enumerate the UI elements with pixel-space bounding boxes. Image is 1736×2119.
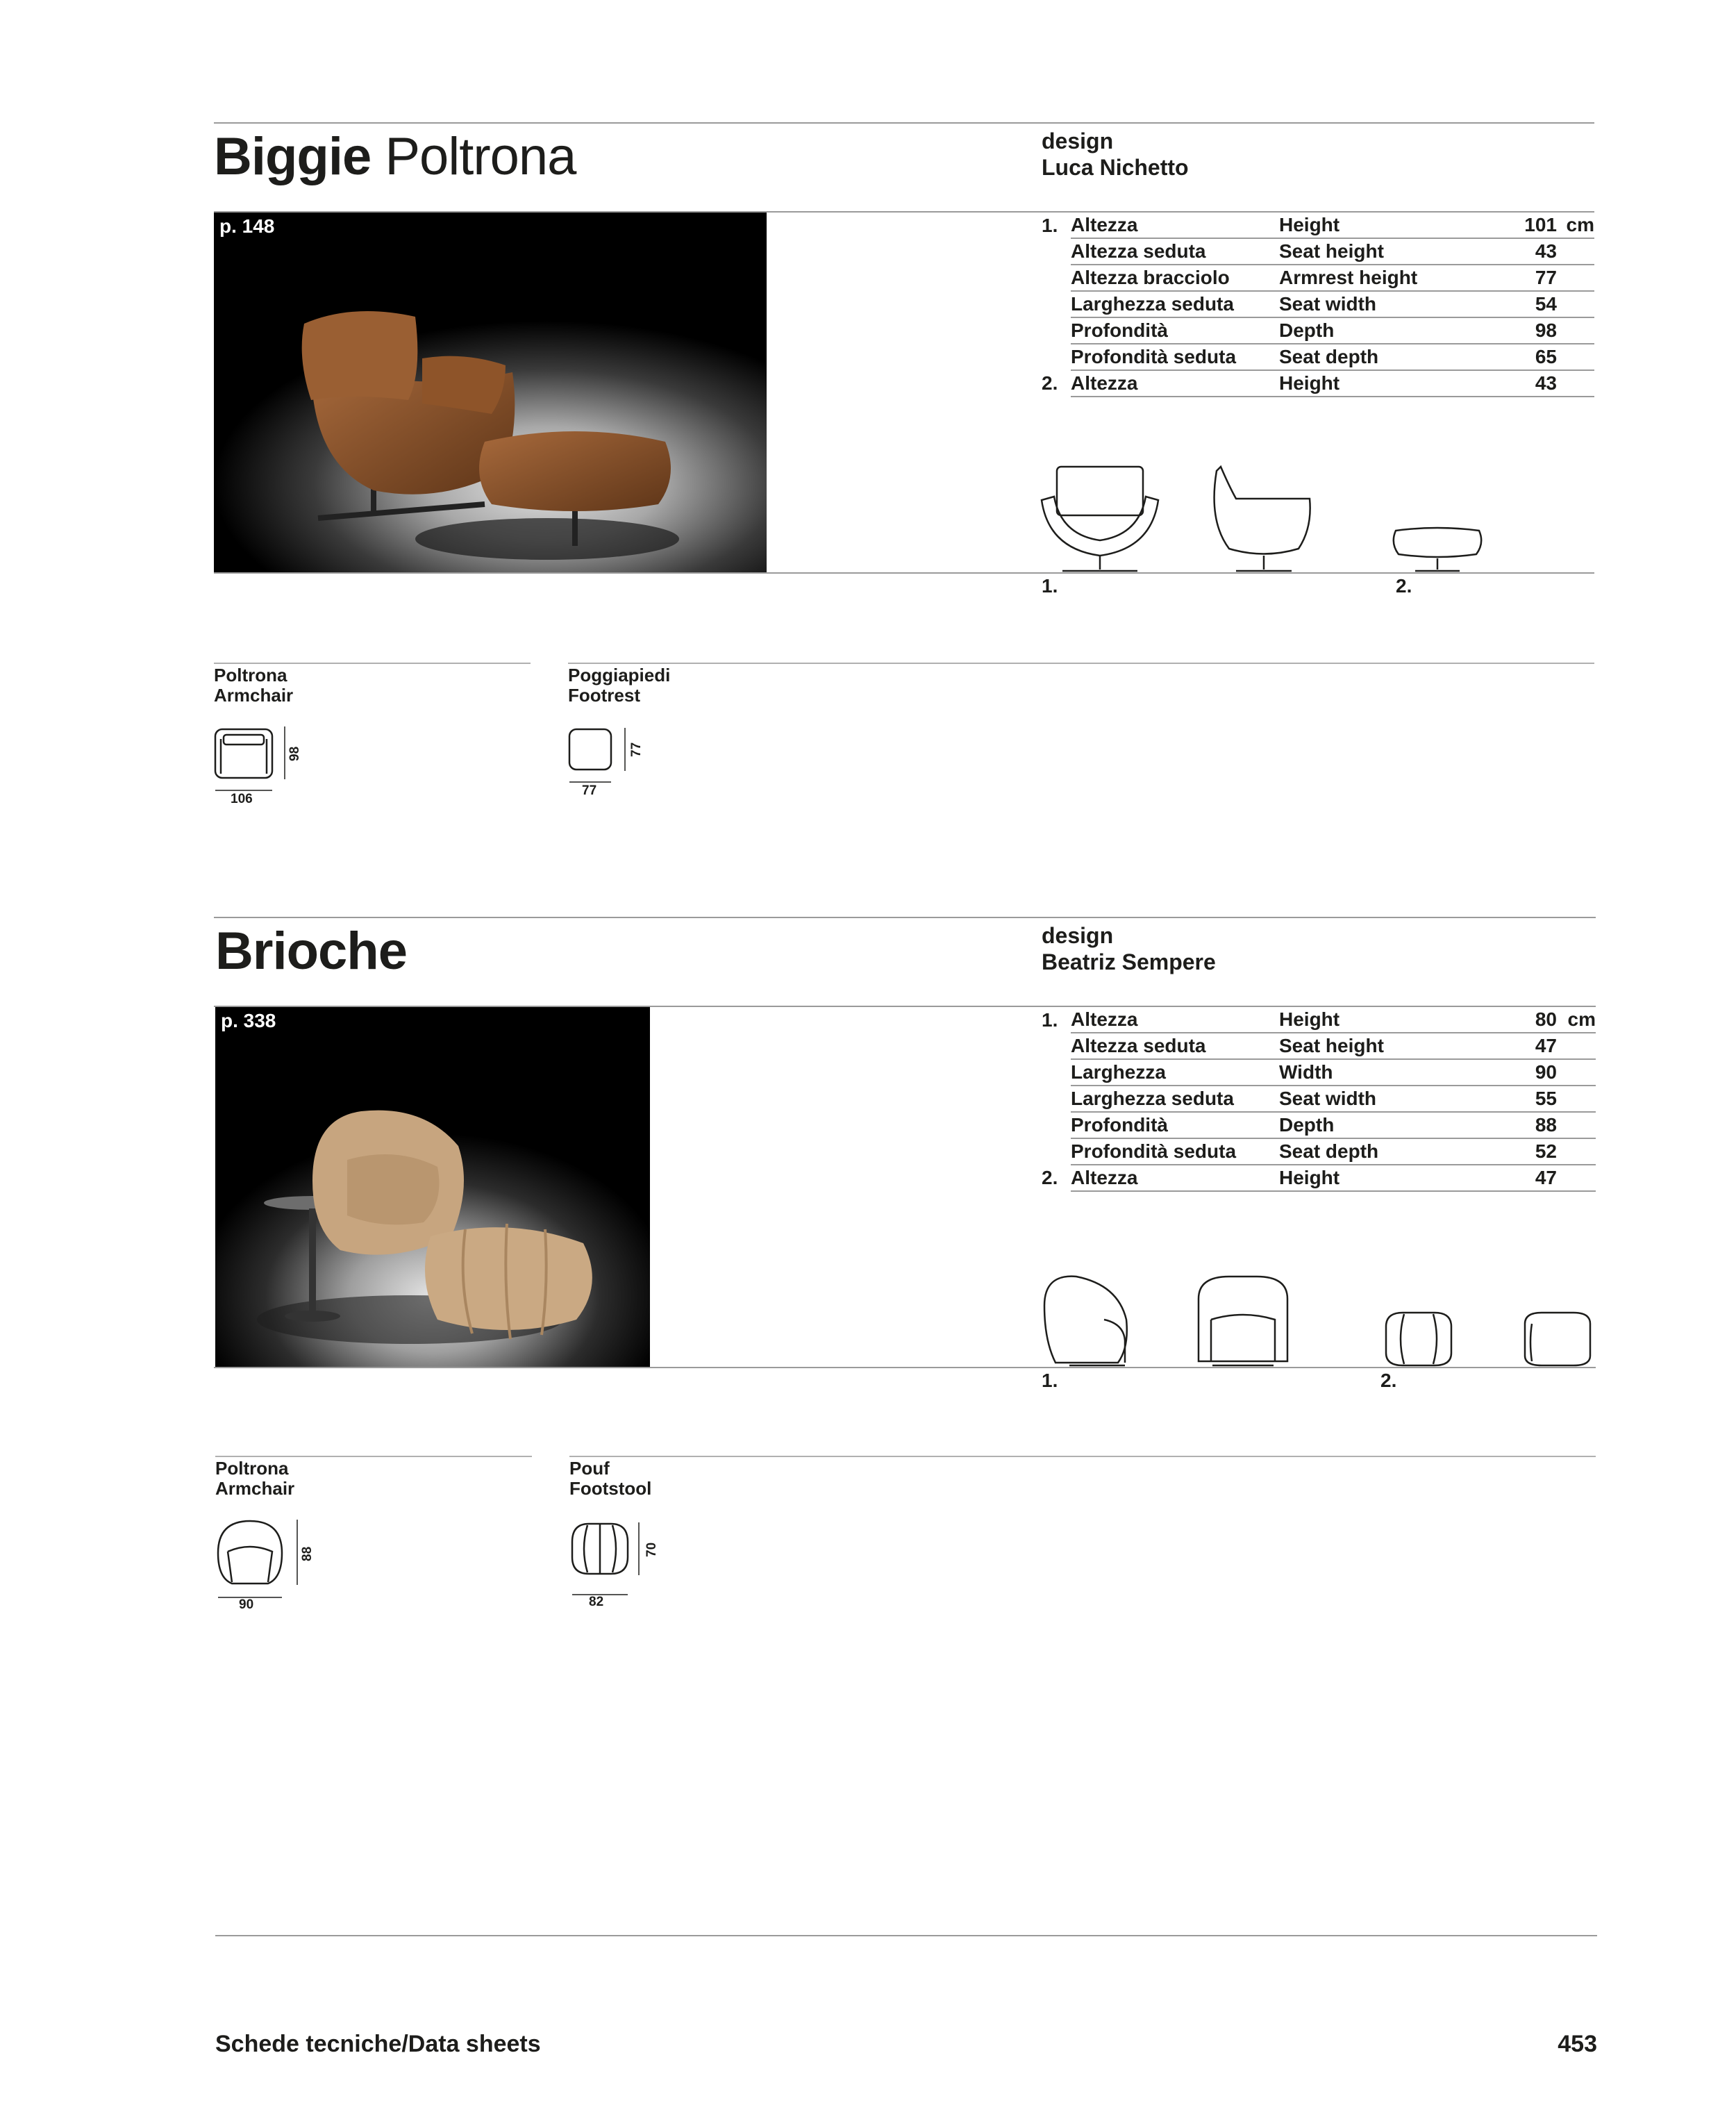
design-label: design [1042,923,1114,948]
spec-row [1042,238,1594,265]
product-photo [214,213,767,574]
spec-row [1042,1138,1596,1165]
spec-label-en: Depth [1279,317,1487,344]
spec-label-it: Profondità [1071,317,1279,344]
spec-value: 101 [1487,213,1557,238]
spec-value: 80 [1487,1007,1557,1033]
spec-number: 1. [1042,1008,1058,1031]
spec-value: 77 [1487,265,1557,291]
footstool-side-drawing [1525,1313,1590,1365]
spec-row [1042,1033,1596,1059]
spec-label-it: Profondità seduta [1071,344,1279,370]
variant-armchair [214,665,293,706]
spec-label-it: Profondità [1071,1112,1279,1138]
footstool-plan-icon [568,1514,665,1604]
spec-row [1042,291,1594,317]
spec-label-it: Larghezza [1071,1059,1279,1086]
spec-value: 98 [1487,317,1557,344]
drawing-baseline [214,1367,1596,1368]
spec-value: 47 [1487,1165,1557,1191]
design-label: design [1042,128,1114,153]
top-rule [214,917,1596,918]
drawing-label-2: 2. [1396,575,1412,597]
designer-name: Beatriz Sempere [1042,949,1216,974]
spec-label-it: Larghezza seduta [1071,1086,1279,1112]
variant-armchair [215,1459,294,1499]
spec-row [1042,370,1594,397]
variant-rule [215,1456,532,1457]
product-title [214,127,576,186]
spec-label-en: Seat depth [1279,1138,1487,1165]
spec-value: 52 [1487,1138,1557,1165]
spec-label-en: Height [1279,370,1487,397]
spec-number [1042,1086,1071,1112]
variant-rule [569,1456,1596,1457]
spec-label-en: Height [1279,1007,1487,1033]
technical-drawings [1035,458,1597,576]
spec-label-it: Profondità seduta [1071,1138,1279,1165]
designer-block [1042,922,1216,975]
variant-footstool [569,1459,651,1499]
spec-number [1042,344,1071,370]
spec-table [1042,1007,1596,1192]
variant-label-it: Poggiapiedi [568,665,671,685]
spec-table [1042,213,1594,397]
footer-section-title: Schede tecniche/Data sheets [215,2031,541,2057]
spec-label-it: Altezza [1071,370,1279,397]
spec-value: 55 [1487,1086,1557,1112]
spec-label-en: Seat width [1279,291,1487,317]
dimension-width: 82 [589,1595,604,1609]
variant-label-en: Footstool [569,1478,652,1499]
spec-label-en: Height [1279,1165,1487,1191]
spec-label-en: Armrest height [1279,265,1487,291]
spec-value: 47 [1487,1033,1557,1059]
variant-label-it: Pouf [569,1458,610,1479]
spec-number [1042,1112,1071,1138]
spec-row [1042,1007,1596,1033]
spec-label-it: Altezza [1071,1007,1279,1033]
footrest-side-drawing [1394,528,1481,571]
spec-row [1042,1086,1596,1112]
spec-label-en: Depth [1279,1112,1487,1138]
spec-value: 90 [1487,1059,1557,1086]
dimension-depth: 98 [287,746,302,761]
designer-name: Luca Nichetto [1042,155,1189,180]
variant-label-it: Poltrona [214,665,287,685]
drawing-label-1: 1. [1042,1370,1058,1391]
spec-label-it: Larghezza seduta [1071,291,1279,317]
page-reference: p. 338 [221,1010,276,1031]
page-number: 453 [1558,2031,1597,2057]
spec-row [1042,265,1594,291]
spec-label-en: Seat depth [1279,344,1487,370]
variant-label-en: Footrest [568,685,640,706]
drawing-label-1: 1. [1042,575,1058,597]
spec-unit: cm [1557,213,1594,238]
dimension-depth: 70 [644,1542,659,1557]
variant-rule [214,663,531,664]
dimension-width: 106 [231,792,253,806]
spec-number: 1. [1042,214,1058,236]
dimension-depth: 88 [300,1546,315,1561]
spec-label-it: Altezza seduta [1071,1033,1279,1059]
drawing-baseline [214,572,1594,574]
armchair-front-drawing [1199,1277,1287,1365]
footer-rule [215,1935,1597,1936]
product-title [215,922,407,981]
spec-label-en: Seat width [1279,1086,1487,1112]
designer-block [1042,128,1189,181]
armchair-plan-icon [212,722,296,799]
spec-number [1042,291,1071,317]
spec-number [1042,1138,1071,1165]
drawing-label-2: 2. [1380,1370,1397,1391]
technical-drawings [1035,1264,1597,1368]
spec-value: 65 [1487,344,1557,370]
spec-label-it: Altezza [1071,1165,1279,1191]
spec-number: 2. [1042,372,1058,394]
spec-label-en: Width [1279,1059,1487,1086]
title-bold: Brioche [215,922,407,981]
product-photo [215,1007,650,1368]
dimension-width: 90 [239,1597,254,1612]
spec-label-it: Altezza [1071,213,1279,238]
variant-label-en: Armchair [214,685,294,706]
title-bold: Biggie [214,127,372,186]
spec-label-en: Seat height [1279,238,1487,265]
page-reference: p. 148 [219,215,275,237]
footrest-plan-icon [567,722,643,792]
spec-number [1042,1059,1071,1086]
top-rule [214,122,1594,124]
spec-label-it: Altezza bracciolo [1071,265,1279,291]
spec-row [1042,344,1594,370]
spec-row [1042,213,1594,238]
armchair-side-drawing [1215,467,1310,571]
spec-number [1042,238,1071,265]
spec-value: 54 [1487,291,1557,317]
armchair-front-drawing [1042,467,1158,571]
spec-unit: cm [1557,1007,1596,1033]
spec-number [1042,265,1071,291]
spec-number: 2. [1042,1167,1058,1188]
title-light: Poltrona [385,127,576,186]
spec-row [1042,317,1594,344]
variant-label-en: Armchair [215,1478,295,1499]
variant-rule [568,663,1594,664]
spec-row [1042,1165,1596,1191]
spec-row [1042,1112,1596,1138]
spec-row [1042,1059,1596,1086]
spec-value: 88 [1487,1112,1557,1138]
spec-label-en: Seat height [1279,1033,1487,1059]
spec-label-it: Altezza seduta [1071,238,1279,265]
variant-label-it: Poltrona [215,1458,289,1479]
armchair-photo-illustration [215,1007,650,1368]
footstool-front-drawing [1386,1313,1451,1365]
spec-number [1042,1033,1071,1059]
spec-label-en: Height [1279,213,1487,238]
armchair-plan-icon [212,1514,310,1604]
spec-number [1042,317,1071,344]
variant-footrest [568,665,670,706]
dimension-width: 77 [582,783,597,798]
armchair-photo-illustration [214,213,767,574]
spec-value: 43 [1487,370,1557,397]
armchair-side-drawing [1044,1277,1127,1365]
spec-value: 43 [1487,238,1557,265]
dimension-depth: 77 [629,742,644,757]
